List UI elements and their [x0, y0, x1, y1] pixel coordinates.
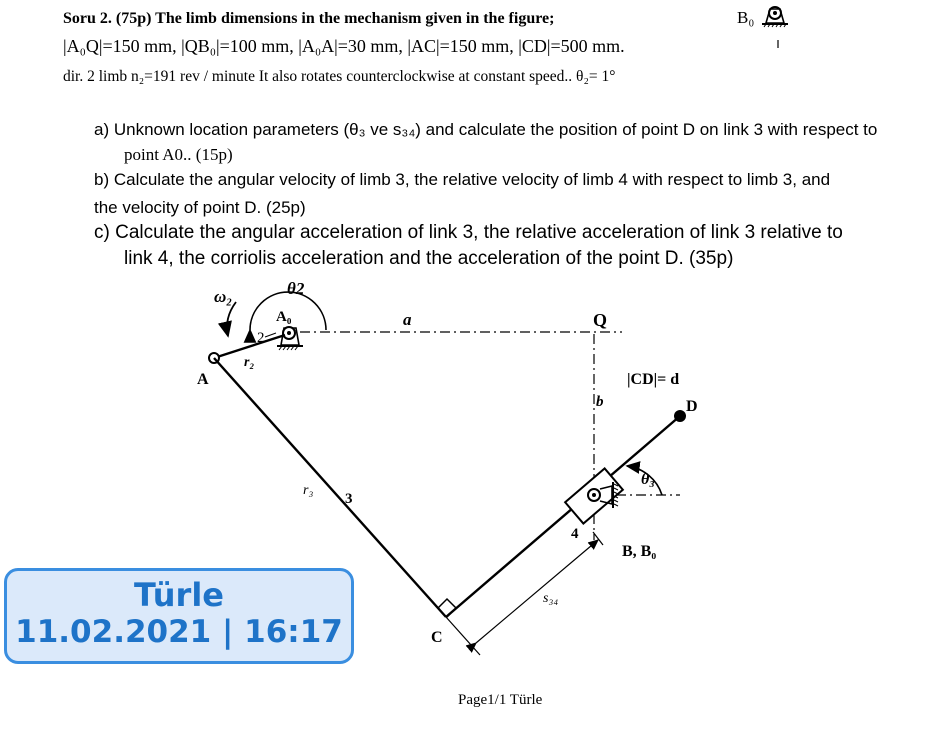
link-dimensions: |A₀Q|=150 mm, |QB₀|=100 mm, |A₀A|=30 mm, |AC|=150 mm, |CD|=500 mm.	[63, 36, 625, 56]
question-c-line2: link 4, the corriolis acceleration and the acceleration of the point D. (35p)	[124, 248, 734, 269]
page-footer: Page1/1 Türle	[458, 692, 543, 708]
ground-support-icon	[762, 7, 788, 27]
question-a-line2: point A0.. (15p)	[124, 145, 233, 164]
a-dimension-label: a	[403, 310, 412, 329]
drive-condition: dir. 2 limb n₂=191 rev / minute It also rotates counterclockwise at constant speed.. θ₂= 1°	[63, 68, 616, 85]
stamp-datetime: 11.02.2021 | 16:17	[15, 614, 343, 650]
theta2-label: θ2	[287, 279, 305, 298]
right-angle-mark	[438, 599, 456, 617]
a0-label: A₀	[276, 309, 292, 325]
corner-b0-label: B₀	[737, 8, 755, 27]
pivot-a0-icon	[277, 327, 303, 350]
omega2-label: ω₂	[214, 287, 233, 306]
omega2-arrow-icon	[227, 302, 236, 336]
c-label: C	[431, 629, 443, 646]
b-dimension-label: b	[596, 394, 604, 410]
question-b-line2: the velocity of point D. (25p)	[94, 198, 306, 217]
link-4-label: 4	[571, 526, 579, 542]
cd-label: |CD|= d	[627, 371, 680, 388]
stamp-name: Türle	[133, 576, 224, 614]
a-label: A	[197, 371, 209, 388]
theta3-label: θ₃	[641, 471, 655, 488]
b-b0-label: B, B₀	[622, 543, 657, 560]
link-3-label: 3	[345, 491, 353, 507]
link-2-label: 2	[257, 330, 265, 346]
question-c-line1: c) Calculate the angular acceleration of link 3, the relative acceleration of link 3 relative to	[94, 222, 843, 243]
r3-label: r₃	[303, 483, 314, 498]
timestamp-stamp	[4, 568, 354, 664]
q-label: Q	[593, 310, 608, 330]
point-d	[674, 410, 686, 422]
link-3-segment-cd	[446, 416, 680, 617]
question-b-line1: b) Calculate the angular velocity of limb 3, the relative velocity of limb 4 with respect to limb 3, and	[94, 170, 831, 189]
s34-label: s₃₄	[543, 591, 559, 606]
r2-label: r₂	[244, 355, 255, 370]
d-label: D	[686, 398, 698, 415]
problem-title: Soru 2. (75p) The limb dimensions in the mechanism given in the figure;	[63, 10, 555, 27]
question-a-line1: a) Unknown location parameters (θ₃ ve s₃₄) and calculate the position of point D on link 3 with respect to	[94, 120, 878, 139]
s34-dimension	[476, 540, 598, 643]
